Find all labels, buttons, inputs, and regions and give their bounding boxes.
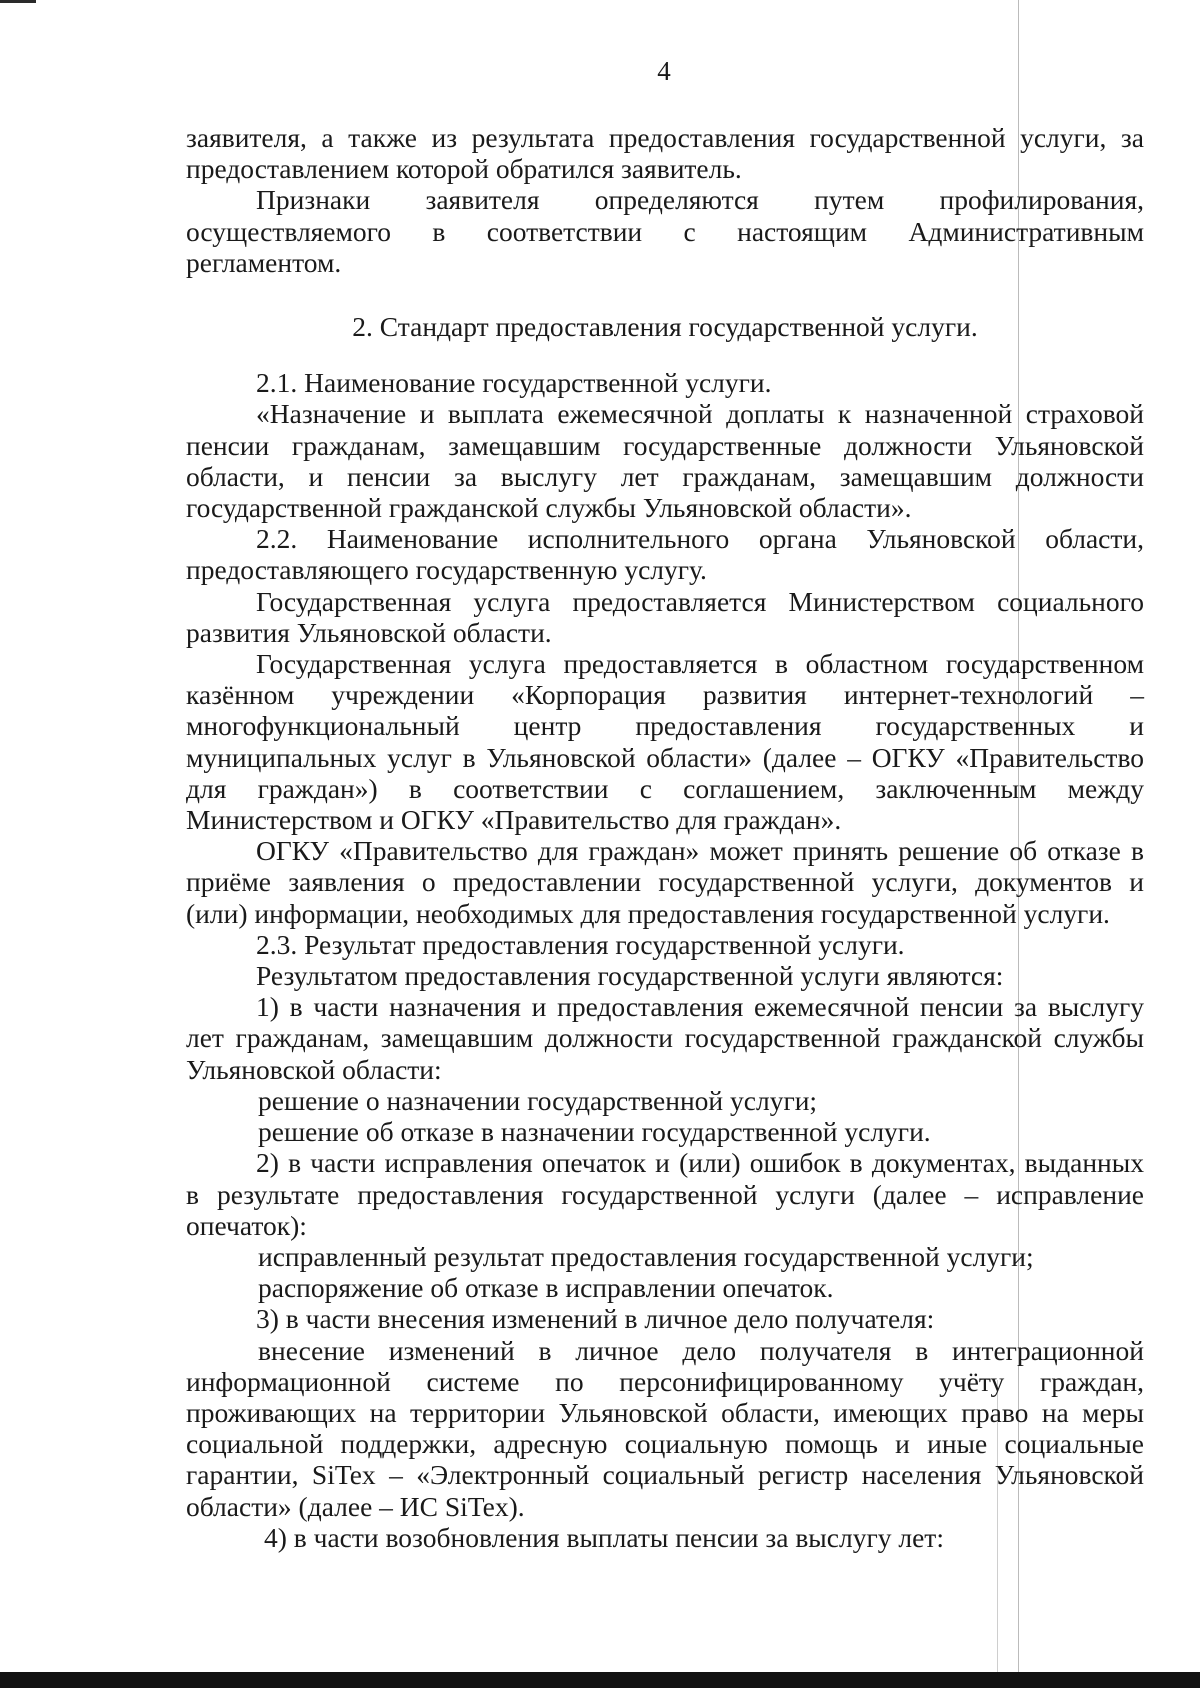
- text-line: области, и пенсии за выслугу лет гражданам, замещавшим должности: [186, 460, 1144, 492]
- text-line: Министерством и ОГКУ «Правительство для граждан».: [186, 804, 842, 836]
- text-line: распоряжение об отказе в исправлении опечаток.: [258, 1272, 834, 1304]
- list-item: 2) в части исправления опечаток и (или) ошибок в документах, выданных: [256, 1147, 1144, 1179]
- scan-edge-top: [0, 0, 36, 3]
- list-item: 4) в части возобновления выплаты пенсии за выслугу лет:: [264, 1521, 944, 1553]
- text-line: Результатом предоставления государственной услуги являются:: [256, 960, 1004, 992]
- text-line: ОГКУ «Правительство для граждан» может принять решение об отказе в: [256, 835, 1144, 867]
- text-line: решение о назначении государственной услуги;: [258, 1084, 818, 1116]
- text-line: Государственная услуга предоставляется Министерством социального: [256, 585, 1144, 617]
- text-line: регламентом.: [186, 246, 342, 278]
- text-line: информационной системе по персонифицированному учёту граждан,: [186, 1365, 1144, 1397]
- text-line: социальной поддержки, адресную социальную помощь и иные социальные: [186, 1428, 1144, 1460]
- text-line: Признаки заявителя определяются путем профилирования,: [256, 184, 1144, 216]
- text-line: государственной гражданской службы Ульяновской области».: [186, 492, 912, 524]
- text-line: лет гражданам, замещавшим должности государственной гражданской службы: [186, 1022, 1144, 1054]
- text-line: предоставляющего государственную услугу.: [186, 554, 707, 586]
- text-line: исправленный результат предоставления государственной услуги;: [258, 1240, 1034, 1272]
- text-line: решение об отказе в назначении государственной услуги.: [258, 1116, 931, 1148]
- subsection-heading: 2.1. Наименование государственной услуги.: [256, 367, 772, 399]
- text-line: опечаток):: [186, 1209, 307, 1241]
- list-item: 1) в части назначения и предоставления ежемесячной пенсии за выслугу: [256, 991, 1144, 1023]
- text-line: Государственная услуга предоставляется в областном государственном: [256, 648, 1144, 680]
- section-heading: 2. Стандарт предоставления государственной услуги.: [352, 311, 978, 343]
- text-line: «Назначение и выплата ежемесячной доплаты к назначенной страховой: [256, 398, 1144, 430]
- text-line: проживающих на территории Ульяновской области, имеющих право на меры: [186, 1396, 1144, 1428]
- document-body: [186, 122, 1144, 1553]
- text-line: муниципальных услуг в Ульяновской области» (далее – ОГКУ «Правительство: [186, 741, 1144, 773]
- text-line: внесение изменений в личное дело получателя в интеграционной: [258, 1334, 1144, 1366]
- text-line: многофункциональный центр предоставления государственных и: [186, 710, 1144, 742]
- text-line: пенсии гражданам, замещавшим государственные должности Ульяновской: [186, 429, 1144, 461]
- text-line: казённом учреждении «Корпорация развития интернет-технологий –: [186, 679, 1144, 711]
- scan-edge-bottom: [0, 1672, 1200, 1688]
- text-line: развития Ульяновской области.: [186, 616, 552, 648]
- text-line: для граждан») в соответствии с соглашением, заключенным между: [186, 772, 1144, 804]
- text-line: приёме заявления о предоставлении государственной услуги, документов и: [186, 866, 1144, 898]
- text-line: предоставлением которой обратился заявитель.: [186, 153, 742, 185]
- text-line: Ульяновской области:: [186, 1053, 442, 1085]
- text-line: осуществляемого в соответствии с настоящим Административным: [186, 215, 1144, 247]
- subsection-heading: 2.2. Наименование исполнительного органа Ульяновской области,: [256, 523, 1144, 555]
- text-line: в результате предоставления государственной услуги (далее – исправление: [186, 1178, 1144, 1210]
- text-line: (или) информации, необходимых для предоставления государственной услуги.: [186, 897, 1110, 929]
- text-line: заявителя, а также из результата предоставления государственной услуги, за: [186, 122, 1144, 153]
- subsection-heading: 2.3. Результат предоставления государственной услуги.: [256, 928, 905, 960]
- text-line: области» (далее – ИС SiTex).: [186, 1490, 525, 1522]
- list-item: 3) в части внесения изменений в личное дело получателя:: [256, 1303, 935, 1335]
- page-number: 4: [657, 56, 671, 86]
- text-line: гарантии, SiTex – «Электронный социальный регистр населения Ульяновской: [186, 1459, 1144, 1491]
